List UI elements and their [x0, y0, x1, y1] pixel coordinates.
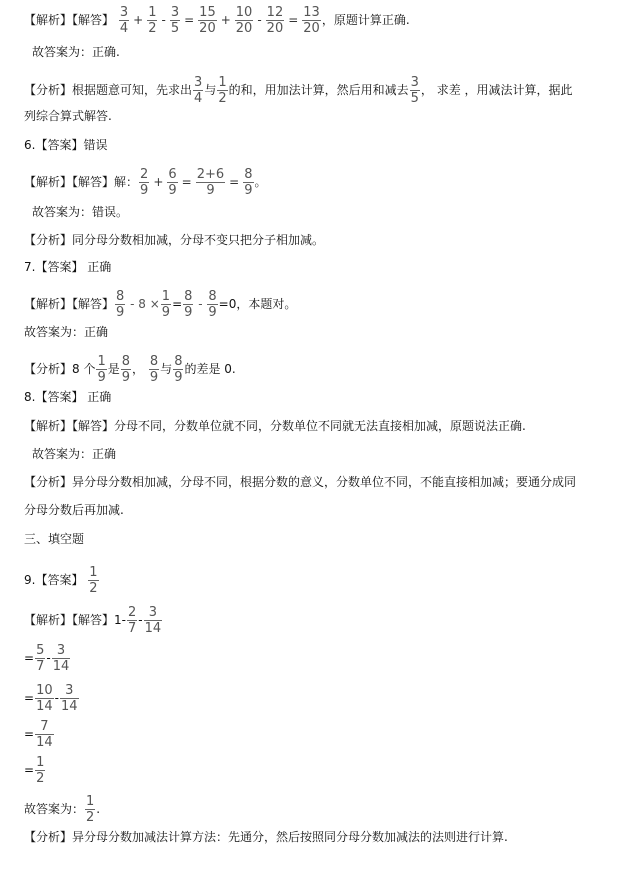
- fraction: $\frac{1}{9}$: [97, 354, 106, 385]
- fraction: $\frac{2}{9}$: [140, 167, 149, 198]
- fraction: $\frac{8}{9}$: [149, 354, 159, 385]
- fraction: $\frac{10}{20}$: [235, 5, 253, 36]
- fraction: $\frac{8}{9}$: [184, 289, 193, 320]
- line-4-text: 列综合算式解答.: [24, 109, 112, 123]
- fraction: $\frac{2}{7}$: [128, 605, 137, 636]
- q9-answer: 9.【答案】 $\frac{1}{2}$: [24, 565, 98, 596]
- fenxi-tag: 【分析】: [24, 83, 73, 97]
- fraction: $\frac{10}{14}$: [36, 683, 53, 714]
- fraction: $\frac{2+6}{9}$: [196, 167, 225, 198]
- fraction: $\frac{3}{5}$: [170, 5, 180, 36]
- fraction: $\frac{1}{2}$: [36, 755, 45, 786]
- q8-solution: 【解析】【解答】分母不同，分数单位就不同，分数单位不同就无法直接相加减，原题说法正确.: [24, 419, 526, 433]
- q6-analysis: 【分析】同分母分数相加减，分母不变只把分子相加减。: [24, 233, 325, 247]
- fraction: $\frac{3}{4}$: [194, 75, 203, 106]
- fraction: $\frac{6}{9}$: [168, 167, 177, 198]
- fraction: $\frac{1}{2}$: [89, 565, 98, 596]
- section-title: 三、填空题: [24, 532, 85, 546]
- fraction: $\frac{3}{14}$: [144, 605, 162, 636]
- fraction: $\frac{1}{2}$: [218, 75, 227, 106]
- fraction: $\frac{13}{20}$: [303, 5, 320, 36]
- line-3-analysis: 【分析】根据题意可知，先求出 $\frac{3}{4}$ 与 $\frac{1}{2}$ 的和，用加法计算，然后用和减去 $\frac{3}{5}$ ， 求差 ，用减法计算，据此: [24, 75, 573, 106]
- q8-answer: 8.【答案】 正确: [24, 390, 112, 404]
- fraction: $\frac{12}{20}$: [266, 5, 284, 36]
- line-1-solution: 【解析】【解答】 $\frac{3}{4}$ + $\frac{1}{2}$ - $\frac{3}{5}$ = $\frac{15}{20}$ + $\frac{10}{20}$ - $\frac{12}{20}$ = $\frac{13}{20}$ ，原题计算正确.: [24, 5, 410, 36]
- q8-analysis-1: 【分析】异分母分数相加减，分母不同，根据分数的意义，分数单位不同，不能直接相加减；要通分成同: [24, 475, 577, 489]
- fraction: $\frac{7}{14}$: [36, 719, 53, 750]
- q7-analysis: 【分析】8 个 $\frac{1}{9}$ 是 $\frac{8}{9}$ ， $\frac{8}{9}$ 与 $\frac{8}{9}$ 的差是 0.: [24, 354, 236, 385]
- q9-conclusion: 故答案为： $\frac{1}{2}$ .: [24, 794, 101, 825]
- fraction: $\frac{8}{9}$: [174, 354, 183, 385]
- q7-conclusion: 故答案为：正确: [24, 325, 109, 339]
- q6-solution: 【解析】【解答】解： $\frac{2}{9}$ + $\frac{6}{9}$ = $\frac{2+6}{9}$ = $\frac{8}{9}$ 。: [24, 167, 267, 198]
- fraction: $\frac{8}{9}$: [116, 289, 125, 320]
- analysis-tag: 【解析】: [24, 13, 73, 27]
- fraction: $\frac{1}{2}$: [148, 5, 157, 36]
- fraction: $\frac{15}{20}$: [199, 5, 216, 36]
- fraction: $\frac{1}{9}$: [161, 289, 171, 320]
- fraction: $\frac{1}{2}$: [86, 794, 95, 825]
- q9-analysis: 【分析】异分母分数加减法计算方法：先通分，然后按照同分母分数加减法的法则进行计算.: [24, 830, 508, 844]
- fraction: $\frac{8}{9}$: [121, 354, 131, 385]
- fraction: $\frac{3}{14}$: [52, 643, 70, 674]
- line-2-conclusion: 故答案为：正确.: [32, 45, 120, 59]
- q9-step-1: = $\frac{5}{7}$ - $\frac{3}{14}$: [24, 643, 70, 674]
- fraction: $\frac{8}{9}$: [208, 289, 217, 320]
- fraction: $\frac{3}{14}$: [60, 683, 78, 714]
- q7-solution: 【解析】【解答】 $\frac{8}{9}$ - 8 × $\frac{1}{9}$ = $\frac{8}{9}$ - $\frac{8}{9}$ =0，本题对。: [24, 289, 297, 320]
- fraction: $\frac{3}{4}$: [119, 5, 129, 36]
- q8-analysis-2: 分母分数后再加减.: [24, 503, 124, 517]
- q9-step-2: = $\frac{10}{14}$ - $\frac{3}{14}$: [24, 683, 78, 714]
- fraction: $\frac{5}{7}$: [36, 643, 45, 674]
- q7-answer: 7.【答案】 正确: [24, 260, 112, 274]
- fraction: $\frac{3}{5}$: [410, 75, 419, 106]
- q6-answer: 6.【答案】错误: [24, 138, 108, 152]
- line-1-text: ，原题计算正确.: [321, 13, 410, 27]
- q9-solution: 【解析】【解答】1- $\frac{2}{7}$ - $\frac{3}{14}$: [24, 605, 162, 636]
- q6-conclusion: 故答案为：错误。: [32, 205, 129, 219]
- fraction: $\frac{8}{9}$: [244, 167, 253, 198]
- q9-step-3: = $\frac{7}{14}$: [24, 719, 53, 750]
- q8-conclusion: 故答案为：正确: [32, 447, 117, 461]
- q9-step-4: = $\frac{1}{2}$: [24, 755, 45, 786]
- answer-tag: 【解答】: [72, 13, 115, 27]
